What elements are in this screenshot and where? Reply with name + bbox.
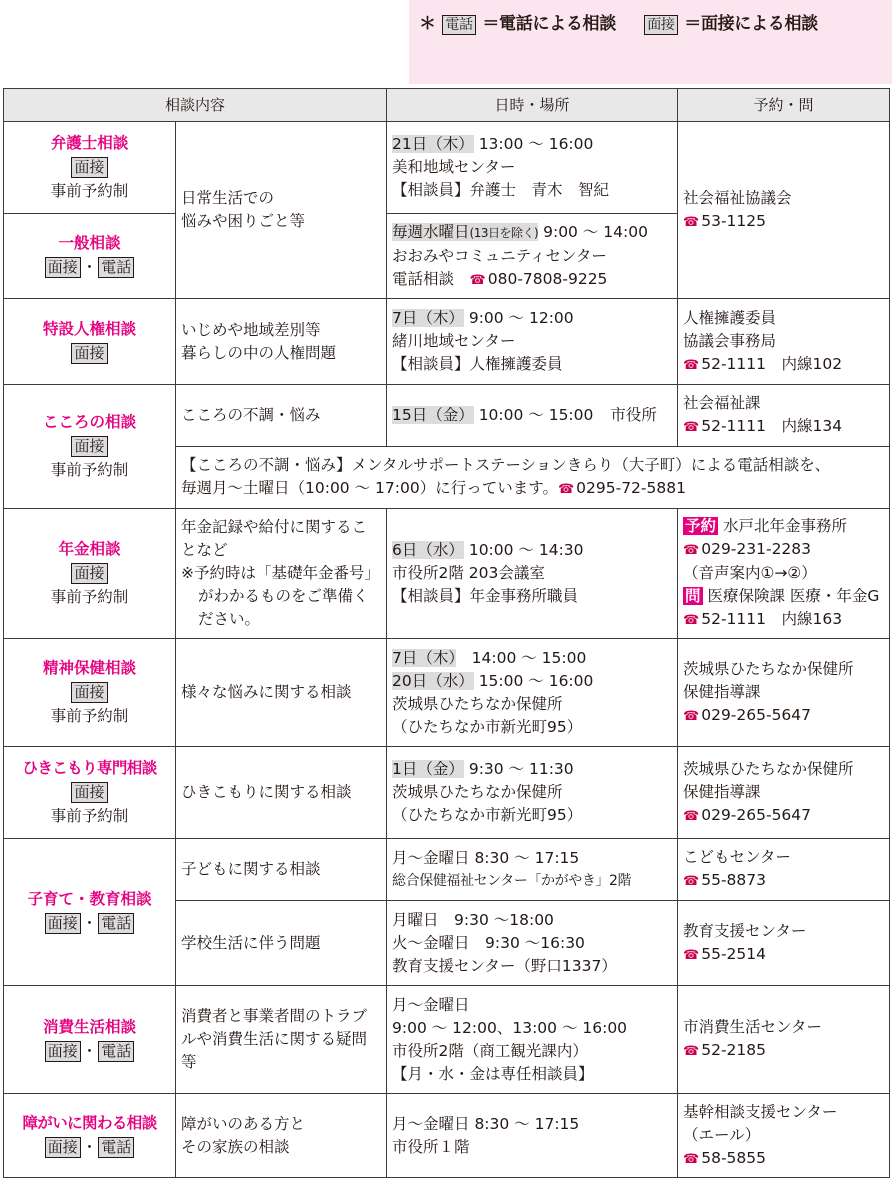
phone-line xyxy=(683,704,884,728)
date-text: 火～金曜日 9:30 ～16:30 xyxy=(392,933,585,952)
content-cell xyxy=(176,1094,387,1178)
date-text: 月～金曜日 8:30 ～ 17:15 xyxy=(392,848,580,867)
header-content: 相談内容 xyxy=(4,89,387,122)
date-highlight: 7日（木） xyxy=(392,648,457,667)
header-contact: 予約・問 xyxy=(678,89,890,122)
phone-icon: ☎ xyxy=(683,613,700,628)
legend-asterisk: ＊ xyxy=(419,14,436,34)
table-row xyxy=(4,1094,890,1178)
content-cell xyxy=(176,509,387,639)
content-note: ※予約時は「基礎年金番号」がわかるものをご準備ください。 xyxy=(181,564,380,628)
category-cell xyxy=(4,299,176,385)
phone-icon: ☎ xyxy=(683,808,700,824)
staff-text: 【相談員】人権擁護委員 xyxy=(392,355,563,373)
time-text: 14:00 ～ 15:00 xyxy=(471,648,587,667)
contact-name: 協議会事務局 xyxy=(683,331,777,350)
phone-line xyxy=(683,869,884,893)
category-name: 障がいに関わる相談 xyxy=(22,1113,157,1132)
phone-icon: ☎ xyxy=(683,214,700,230)
date-highlight xyxy=(392,223,538,241)
phone-number: 58-5855 xyxy=(701,1148,766,1167)
category-cell xyxy=(4,509,176,639)
phone-icon: ☎ xyxy=(683,947,700,963)
category-name: 精神保健相談 xyxy=(42,659,136,677)
legend-box xyxy=(409,0,892,84)
contact-name: 社会福祉課 xyxy=(683,394,761,412)
date-highlight: 20日（水） xyxy=(392,671,474,690)
content-cell: 様々な悩みに関する相談 xyxy=(176,639,387,747)
content-text: 暮らしの中の人権問題 xyxy=(181,343,337,362)
category-name: 消費生活相談 xyxy=(42,1017,136,1036)
consultation-table xyxy=(3,88,890,1178)
contact-cell xyxy=(678,839,890,901)
date-highlight: 7日（木） xyxy=(392,309,464,327)
datetime-cell xyxy=(387,839,678,901)
phone-number: 52-1111 内線163 xyxy=(701,610,843,628)
datetime-cell xyxy=(387,901,678,986)
place-text: 教育支援センター（野口1337） xyxy=(392,956,617,975)
contact-cell xyxy=(678,901,890,986)
phone-line xyxy=(683,804,884,828)
phone-line xyxy=(683,538,884,562)
note-text: 【こころの不調・悩み】メンタルサポートステーションきらり（大子町）による電話相談を、 xyxy=(181,456,831,474)
content-cell: ひきこもりに関する相談 xyxy=(176,747,387,839)
phone-number: 52-1111 内線102 xyxy=(701,354,843,373)
contact-name: こどもセンター xyxy=(683,848,791,866)
note-text xyxy=(181,477,884,501)
tel-label: 電話相談 xyxy=(392,269,455,288)
category-name: 年金相談 xyxy=(58,540,121,558)
face-tag: 面接 xyxy=(71,157,107,178)
datetime-cell xyxy=(387,385,678,447)
category-cell xyxy=(4,839,176,986)
phone-number: 53-1125 xyxy=(701,211,766,230)
time-text: 10:00 ～ 14:30 xyxy=(468,541,584,559)
category-cell xyxy=(4,122,176,214)
phone-icon: ☎ xyxy=(683,1151,700,1167)
time-text: 9:00 ～ 12:00、13:00 ～ 16:00 xyxy=(392,1018,628,1037)
address-text: （ひたちなか市新光町95） xyxy=(392,806,583,824)
phone-icon: ☎ xyxy=(469,272,486,288)
category-name: 弁護士相談 xyxy=(50,134,129,152)
date-text: 毎週水曜日 xyxy=(392,222,470,241)
contact-name: 教育支援センター xyxy=(683,921,807,940)
contact-name: 保健指導課 xyxy=(683,782,761,801)
contact-name: 社会福祉協議会 xyxy=(683,188,792,207)
table-row xyxy=(4,385,890,447)
place-text: 茨城県ひたちなか保健所 xyxy=(392,694,563,713)
contact-cell xyxy=(678,509,890,639)
datetime-cell xyxy=(387,1094,678,1178)
table-row xyxy=(4,122,890,214)
place-text: 茨城県ひたちなか保健所 xyxy=(392,783,563,801)
tel-tag: 電話 xyxy=(98,257,134,278)
date-highlight: 1日（金） xyxy=(392,760,464,778)
tag-separator: ・ xyxy=(81,1137,98,1156)
contact-cell xyxy=(678,385,890,447)
face-tag: 面接 xyxy=(71,563,107,584)
content-cell xyxy=(176,122,387,299)
face-tag: 面接 xyxy=(45,1137,81,1158)
contact-name: （エール） xyxy=(683,1125,761,1144)
staff-text: 【相談員】年金事務所職員 xyxy=(392,587,579,605)
phone-line xyxy=(683,210,884,234)
phone-number: 0295-72-5881 xyxy=(576,479,686,497)
content-cell: 子どもに関する相談 xyxy=(176,839,387,901)
place-text: 緒川地域センター xyxy=(392,332,516,350)
contact-name: 人権擁護委員 xyxy=(683,308,777,327)
reserve-line xyxy=(683,515,884,538)
table-row xyxy=(4,509,890,639)
category-name: ひきこもり専門相談 xyxy=(22,759,157,777)
phone-icon: ☎ xyxy=(683,874,700,889)
time-text: 13:00 ～ 16:00 xyxy=(478,135,594,153)
phone-number: 080-7808-9225 xyxy=(487,269,608,288)
date-text: 月～金曜日 xyxy=(392,995,470,1014)
contact-name: 医療保険課 医療・年金G xyxy=(707,587,880,605)
phone-number: 55-8873 xyxy=(701,871,766,889)
phone-line xyxy=(683,608,884,632)
phone-icon: ☎ xyxy=(683,543,700,558)
reservation-mode: 事前予約制 xyxy=(50,461,129,479)
phone-line xyxy=(683,1039,884,1063)
reserve-badge: 予約 xyxy=(685,517,717,535)
phone-line xyxy=(683,1147,884,1171)
face-tag: 面接 xyxy=(71,436,107,457)
reservation-mode: 事前予約制 xyxy=(50,182,129,200)
table-row xyxy=(4,986,890,1094)
phone-number: 55-2514 xyxy=(701,944,766,963)
date-text: 月曜日 9:30 ～18:00 xyxy=(392,910,554,929)
category-name: 子育て・教育相談 xyxy=(27,890,152,908)
ask-line xyxy=(683,585,884,608)
place-text: 市役所 xyxy=(610,406,657,424)
date-text: 月～金曜日 8:30 ～ 17:15 xyxy=(392,1114,580,1133)
datetime-cell xyxy=(387,639,678,747)
content-text: 障がいのある方と xyxy=(181,1114,306,1133)
datetime-cell xyxy=(387,509,678,639)
phone-icon: ☎ xyxy=(683,420,700,435)
ask-badge: 問 xyxy=(685,587,701,605)
content-text: その家族の相談 xyxy=(181,1137,290,1156)
note-text-2: 毎週月～土曜日（10:00 ～ 17:00）に行っています。 xyxy=(181,479,558,497)
date-highlight: 21日（木） xyxy=(392,135,474,153)
legend-tel-tag: 電話 xyxy=(442,15,475,35)
place-text: 総合保健福祉センター「かがやき」2階 xyxy=(392,872,632,889)
place-text: 市役所2階 203会議室 xyxy=(392,564,545,582)
phone-icon: ☎ xyxy=(683,1044,700,1059)
table-header-row xyxy=(4,89,890,122)
date-highlight: 15日（金） xyxy=(392,406,474,424)
category-name: 一般相談 xyxy=(58,234,121,252)
phone-number: 52-2185 xyxy=(701,1041,766,1059)
legend-tel-text: ＝電話による相談 xyxy=(482,14,616,34)
phone-number: 52-1111 内線134 xyxy=(701,417,843,435)
place-text: 美和地域センター xyxy=(392,158,516,176)
content-cell xyxy=(176,299,387,385)
face-tag: 面接 xyxy=(45,913,81,934)
tel-tag: 電話 xyxy=(98,913,134,934)
tel-tag: 電話 xyxy=(98,1137,134,1158)
place-text: 市役所2階（商工観光課内） xyxy=(392,1041,588,1060)
phone-line xyxy=(683,943,884,967)
legend-face-text: ＝面接による相談 xyxy=(684,14,818,34)
contact-cell xyxy=(678,122,890,299)
category-cell xyxy=(4,986,176,1094)
phone-number: 029-265-5647 xyxy=(701,805,812,824)
time-text: 15:00 ～ 16:00 xyxy=(478,671,594,690)
time-text: 9:30 ～ 11:30 xyxy=(468,760,574,778)
content-cell: 消費者と事業者間のトラブルや消費生活に関する疑問等 xyxy=(176,986,387,1094)
date-line xyxy=(392,670,672,693)
contact-name: 基幹相談支援センター xyxy=(683,1102,838,1121)
date-note: (13日を除く) xyxy=(469,225,539,240)
contact-cell xyxy=(678,299,890,385)
voice-guide-note: （音声案内①→②） xyxy=(683,564,817,582)
face-tag: 面接 xyxy=(45,257,81,278)
phone-number: 029-265-5647 xyxy=(701,705,812,724)
face-tag: 面接 xyxy=(45,1041,81,1062)
category-cell xyxy=(4,747,176,839)
content-text: 悩みや困りごと等 xyxy=(181,212,306,230)
content-text: いじめや地域差別等 xyxy=(181,320,321,339)
face-tag: 面接 xyxy=(71,682,107,703)
contact-name: 市消費生活センター xyxy=(683,1018,822,1036)
time-text: 9:00 ～ 14:00 xyxy=(543,222,648,241)
table-row xyxy=(4,839,890,901)
date-highlight: 6日（水） xyxy=(392,541,464,559)
content-text: 年金記録や給付に関することなど xyxy=(181,518,368,559)
datetime-cell xyxy=(387,986,678,1094)
tag-separator: ・ xyxy=(81,1041,98,1060)
time-text: 9:00 ～ 12:00 xyxy=(468,309,574,327)
date-line xyxy=(392,647,672,670)
category-cell xyxy=(4,214,176,299)
header-datetime: 日時・場所 xyxy=(387,89,678,122)
staff-text: 【相談員】弁護士 青木 智紀 xyxy=(392,181,610,199)
phone-number: 029-231-2283 xyxy=(701,540,812,558)
phone-line xyxy=(683,415,884,439)
face-tag: 面接 xyxy=(71,782,107,803)
contact-cell xyxy=(678,639,890,747)
reservation-mode: 事前予約制 xyxy=(50,707,129,725)
place-text: おおみやコミュニティセンター xyxy=(392,246,607,265)
datetime-cell xyxy=(387,299,678,385)
contact-name: 茨城県ひたちなか保健所 xyxy=(683,659,854,678)
tag-separator: ・ xyxy=(81,258,98,276)
table-row xyxy=(4,639,890,747)
category-cell xyxy=(4,639,176,747)
contact-name: 水戸北年金事務所 xyxy=(722,517,847,535)
table-row xyxy=(4,299,890,385)
datetime-cell xyxy=(387,122,678,214)
place-text: 市役所１階 xyxy=(392,1137,470,1156)
table-row xyxy=(4,747,890,839)
contact-cell xyxy=(678,1094,890,1178)
staff-text: 【月・水・金は専任相談員】 xyxy=(392,1064,594,1083)
note-cell xyxy=(176,447,890,509)
tel-tag: 電話 xyxy=(98,1041,134,1062)
category-name: 特設人権相談 xyxy=(42,319,136,338)
contact-cell xyxy=(678,747,890,839)
category-name: こころの相談 xyxy=(42,413,136,431)
address-text: （ひたちなか市新光町95） xyxy=(392,717,583,736)
tag-separator: ・ xyxy=(81,914,98,932)
contact-name: 茨城県ひたちなか保健所 xyxy=(683,759,854,778)
reservation-mode: 事前予約制 xyxy=(50,588,129,606)
phone-line xyxy=(683,353,884,377)
contact-cell xyxy=(678,986,890,1094)
phone-icon: ☎ xyxy=(683,357,700,373)
face-tag: 面接 xyxy=(71,343,107,364)
contact-name: 保健指導課 xyxy=(683,682,761,701)
time-text: 10:00 ～ 15:00 xyxy=(478,406,594,424)
datetime-cell xyxy=(387,214,678,299)
reservation-mode: 事前予約制 xyxy=(50,807,129,825)
datetime-cell xyxy=(387,747,678,839)
content-cell: こころの不調・悩み xyxy=(176,385,387,447)
legend-face-tag: 面接 xyxy=(644,15,677,35)
category-cell xyxy=(4,1094,176,1178)
content-cell: 学校生活に伴う問題 xyxy=(176,901,387,986)
category-cell xyxy=(4,385,176,509)
content-text: 日常生活での xyxy=(181,189,275,207)
phone-icon: ☎ xyxy=(557,482,575,497)
phone-icon: ☎ xyxy=(683,708,700,724)
tel-consult-line xyxy=(392,268,672,292)
